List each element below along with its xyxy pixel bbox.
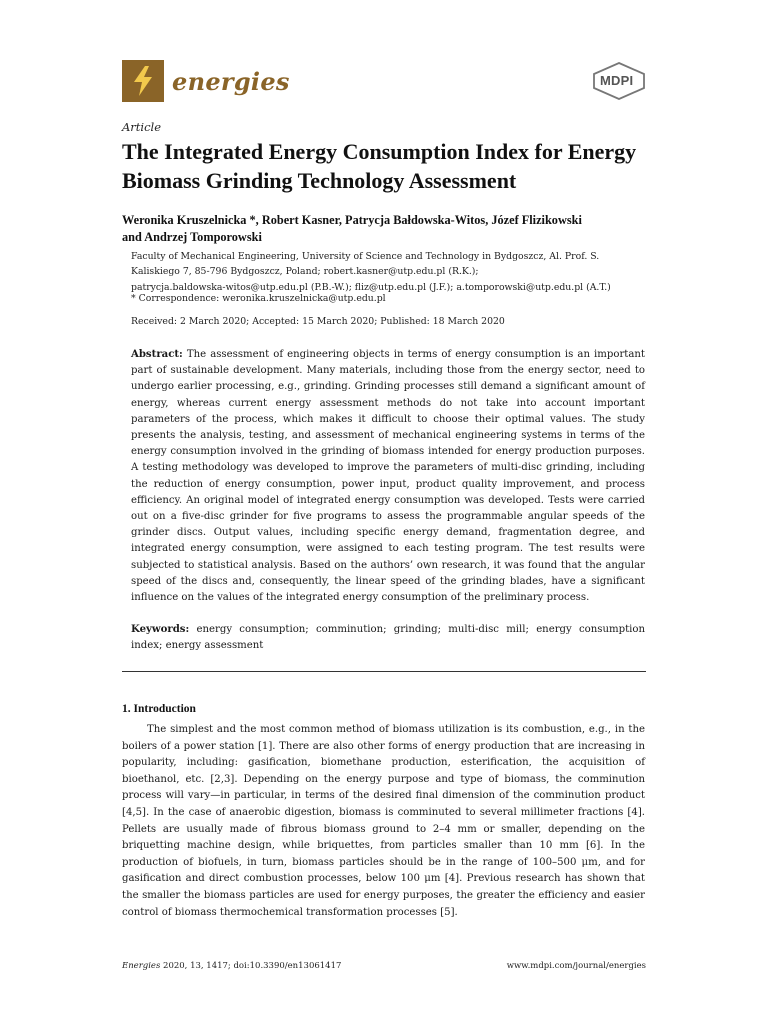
affiliation [131,249,651,295]
intro-paragraph: The simplest and the most common method of biomass utilization is its combustion, e.g., in the boilers of a power station [1]. There are also other forms of energy production that are increasing in popularity, including: gasification, biomethane production, esterification, the acquisition of bioethanol, etc. [2,3]. Depending on the energy purpose and type of biomass, the comminution process will vary—in particular, in terms of the desired final dimension of the comminution product [4,5]. In the case of anaerobic digestion, biomass is comminuted to several millimeter fractions [4]. Pellets are usually made of fibrous biomass ground to 2–4 mm or smaller, depending on the briquetting machine design, while briquettes, from particles smaller than 10 mm [6]. In the production of biofuels, in turn, biomass particles should be in the range of 100–500 μm, and for gasification and direct combustion processes, below 100 μm [4]. Previous research has shown that the smaller the biomass particles are used for energy purposes, the greater the efficiency and easier control of biomass thermochemical transformation processes [5]. [122,724,645,918]
paper-title: The Integrated Energy Consumption Index for Energy Biomass Grinding Technology Assessment [122,139,637,193]
author-line: and Andrzej Tomporowski [122,230,262,244]
publication-dates: Received: 2 March 2020; Accepted: 15 March 2020; Published: 18 March 2020 [131,316,505,327]
journal-logo[interactable] [122,60,290,102]
correspondence: * Correspondence: weronika.kruszelnicka@utp.edu.pl [131,293,386,304]
footer-journal: Energies [122,961,161,971]
abstract-text: The assessment of engineering objects in terms of energy consumption is an important part of sustainable development. Many materials, including those from the energy sector, need to undergo earlier processing, e.g., grinding. Grinding processes still demand a significant amount of energy, whereas current energy assessment methods do not take into account important parameters of the process, which makes it difficult to choose their optimal values. The study presents the analysis, testing, and assessment of mechanical engineering systems in terms of the energy consumption involved in the grinding of biomass intended for energy production purposes. A testing methodology was developed to improve the parameters of multi-disc grinding, including the reduction of energy consumption, power input, product quality improvement, and process efficiency. An original model of integrated energy consumption was developed. Tests were carried out on a five-disc grinder for five programs to assess the programmable angular speeds of the grinder discs. Output values, including specific energy demand, fragmentation degree, and integrated energy consumption, were assigned to each testing program. The test results were subjected to statistical analysis. Based on the authors’ own research, it was found that the angular speed of the discs and, consequently, the linear speed of the grinding blades, have a significant influence on the values of the integrated energy consumption of the preliminary process. [131,349,646,604]
publisher-name: MDPI [600,73,634,88]
keywords [131,621,645,654]
affiliation-line: patrycja.baldowska-witos@utp.edu.pl (P.B.-W.); fliz@utp.edu.pl (J.F.); a.tomporowski@utp.edu.pl (A.T.) [131,281,611,293]
footer-citation-text: 2020, 13, 1417; doi:10.3390/en13061417 [160,961,342,971]
article-type: Article [122,120,162,134]
keywords-label: Keywords: [131,623,190,635]
author-line: Weronika Kruszelnicka *, Robert Kasner, Patrycja Bałdowska-Witos, Józef Flizikowski [122,213,582,227]
affiliation-line: Faculty of Mechanical Engineering, University of Science and Technology in Bydgoszcz, Al. Prof. S. [131,251,600,262]
divider [122,671,646,672]
abstract-label: Abstract: [131,348,183,360]
author-list [122,212,662,246]
keywords-text: energy consumption; comminution; grinding; multi-disc mill; energy consumption index; energy assessment [131,624,645,652]
section-heading: 1. Introduction [122,703,196,715]
journal-name: energies [172,66,290,96]
footer-url[interactable]: www.mdpi.com/journal/energies [506,961,646,971]
footer-citation [122,961,341,971]
affiliation-line: Kaliskiego 7, 85-796 Bydgoszcz, Poland; robert.kasner@utp.edu.pl (R.K.); [131,266,479,278]
lightning-icon [122,60,164,102]
abstract [131,346,645,606]
